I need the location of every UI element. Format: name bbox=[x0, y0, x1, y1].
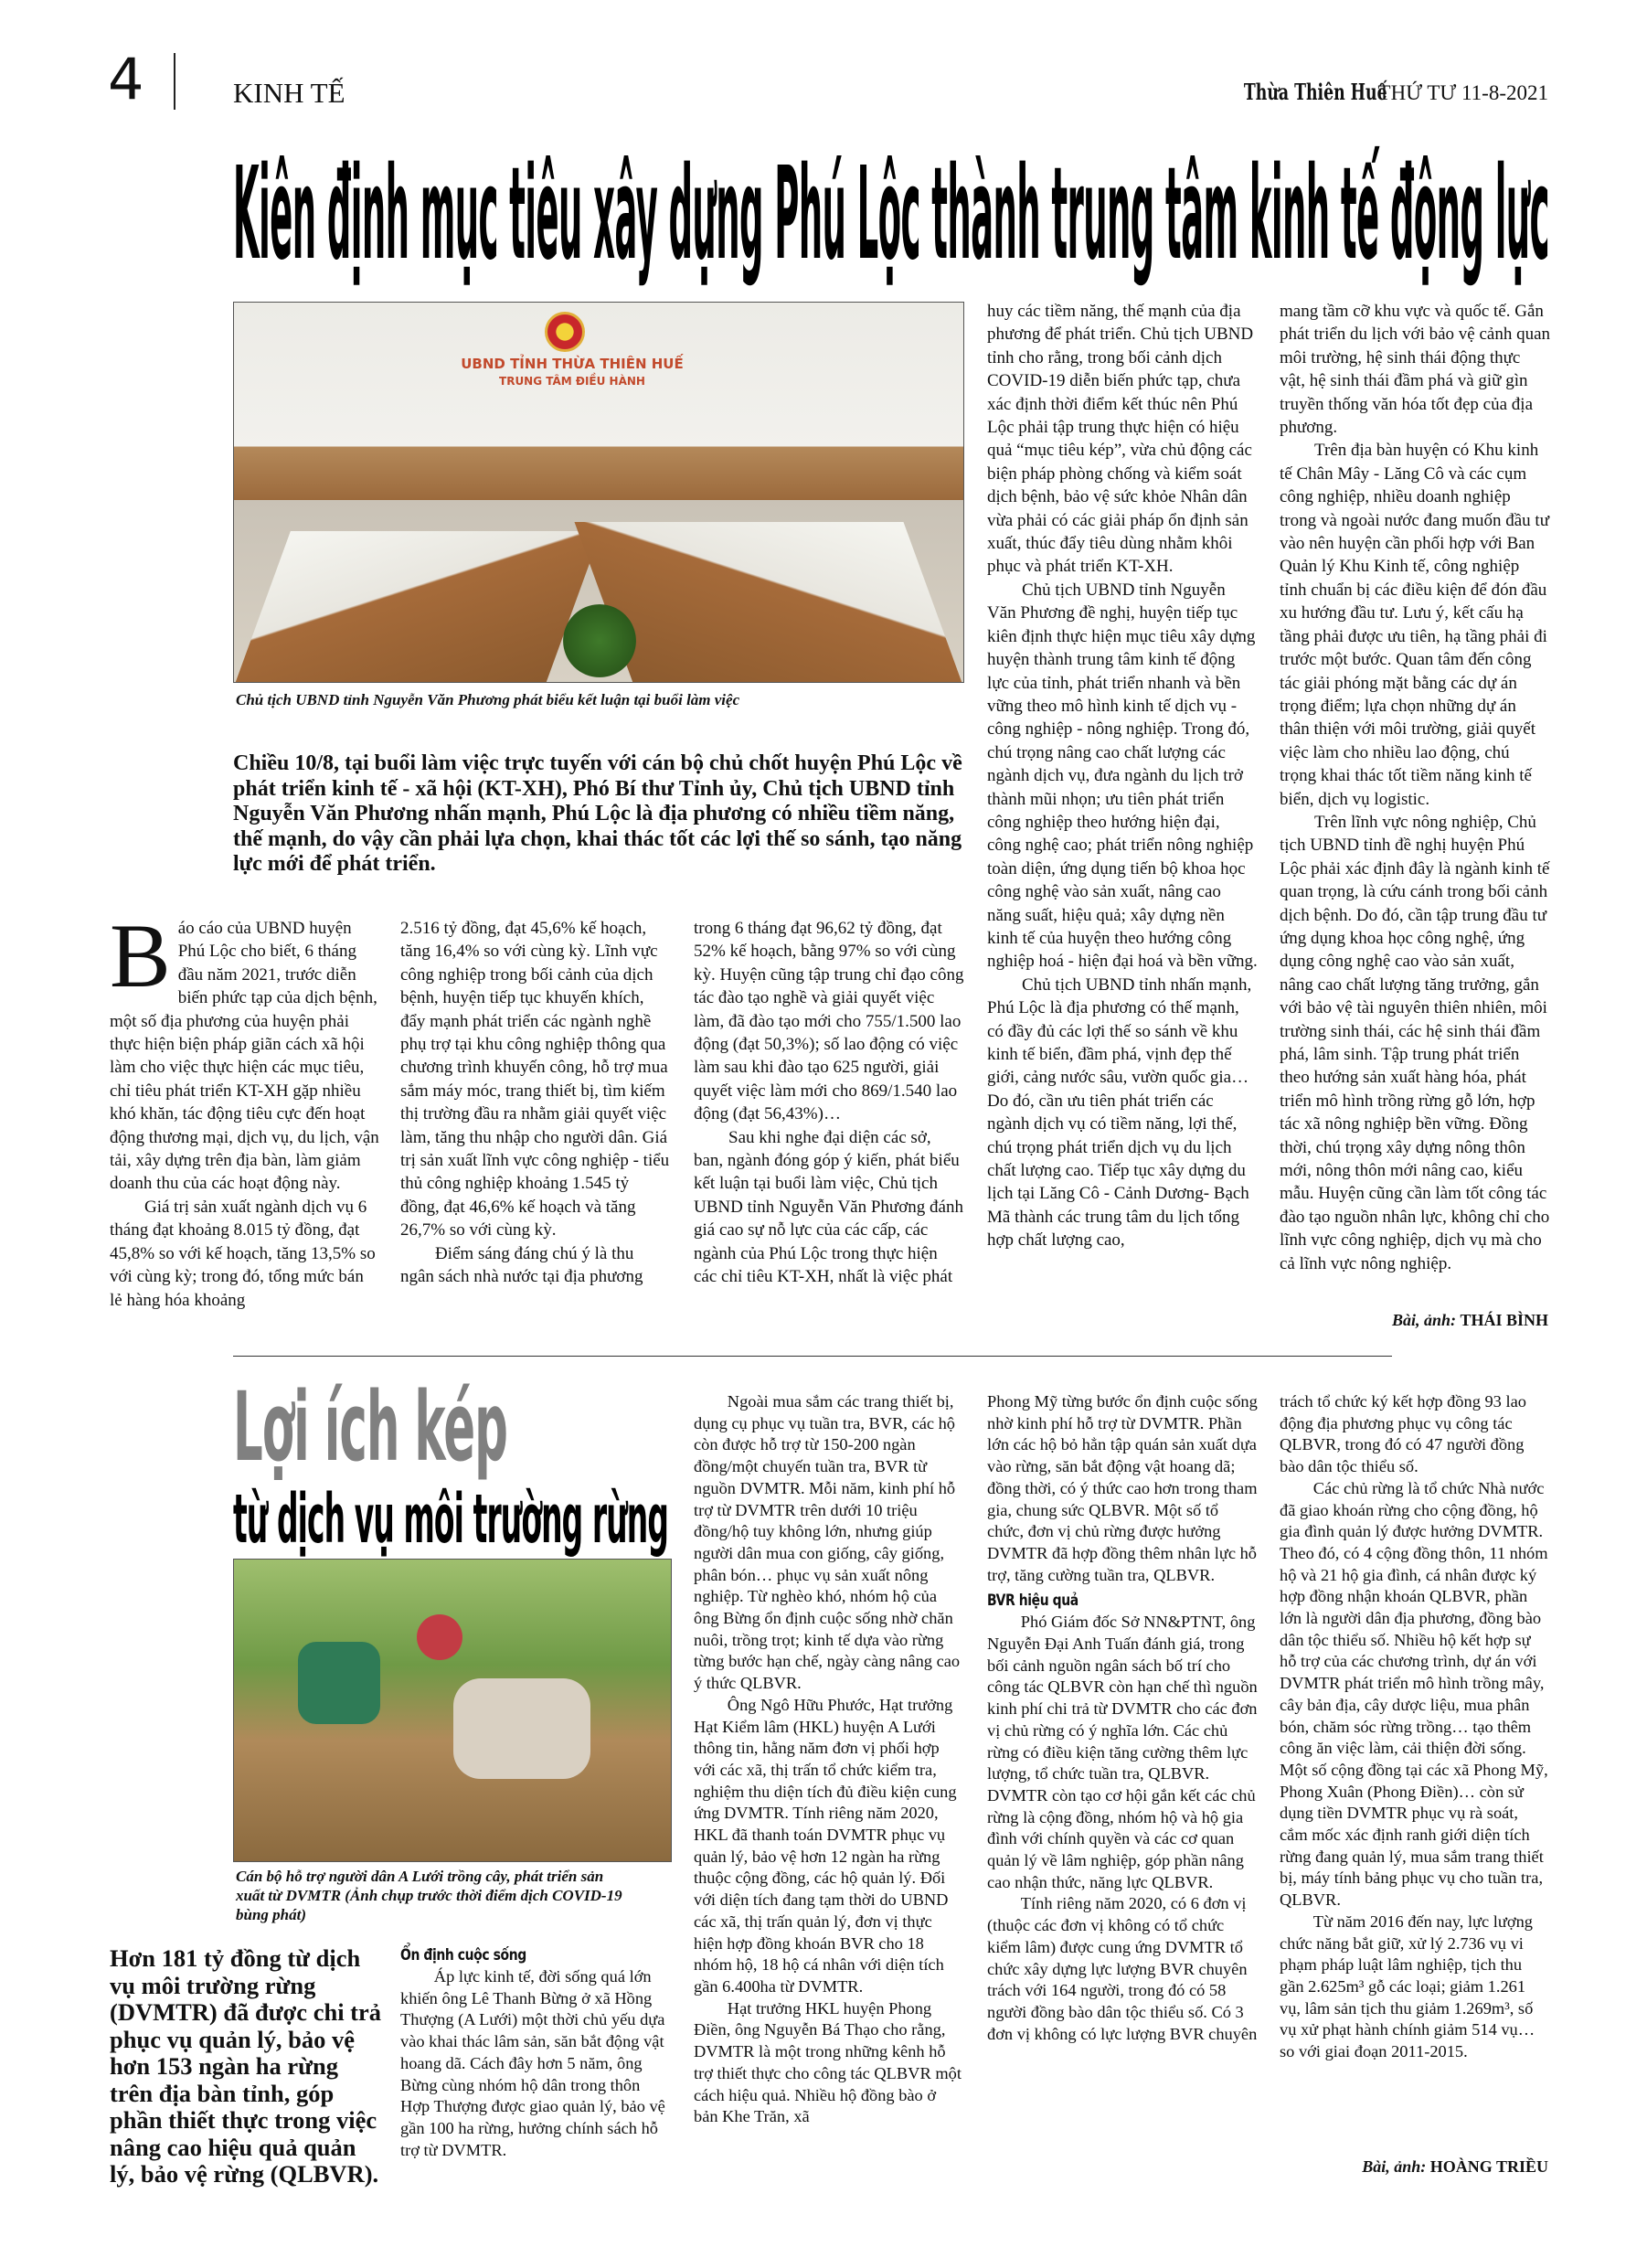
article-1-column-3 bbox=[694, 917, 964, 1289]
paragraph: Chủ tịch UBND tỉnh Nguyễn Văn Phương đề nghị, huyện tiếp tục kiên định thực hiện mục tiêu xây dựng huyện thành trung tâm kinh tế động lực của tỉnh, phát triển nhanh và bền vững theo mô hình kinh tế dịch vụ - công nghiệp - nông nghiệp. Trong đó, chú trọng nâng cao chất lượng các ngành dịch vụ, đưa ngành du lịch trở thành mũi nhọn; ưu tiên phát triển công nghiệp theo hướng hiện đại, công nghệ cao; phát triển nông nghiệp toàn diện, ứng dụng tiến bộ khoa học công nghệ vào sản xuất, nâng cao năng suất, hiệu quả; xây dựng nền kinh tế của huyện theo hướng công nghiệp hoá - hiện đại hoá và bền vững. bbox=[987, 580, 1258, 972]
article-2-photo bbox=[233, 1559, 672, 1862]
paragraph: Các chủ rừng là tổ chức Nhà nước đã giao khoán rừng cho cộng đồng, hộ gia đình quản lý được hưởng DVMTR. Theo đó, có 4 cộng đồng thôn, 11 nhóm hộ và 21 hộ gia đình, cá nhân được ký hợp đồng nhận khoán QLBVR, phần lớn là người dân địa phương, đồng bào dân tộc thiểu số. Nhiều hộ kết hợp sự hỗ trợ của các chương trình, dự án với DVMTR phát triển mô hình trồng mây, cây bản địa, cây dược liệu, mua phân bón, chăm sóc rừng trồng… tạo thêm công ăn việc làm, cải thiện đời sống. Một số cộng đồng tại các xã Phong Mỹ, Phong Xuân (Phong Điền)… còn sử dụng tiền DVMTR phục vụ rà soát, cắm mốc xác định ranh giới diện tích rừng đang quản lý, mua sắm trang thiết bị, máy tính bảng phục vụ cho tuần tra, QLBVR. bbox=[1280, 1478, 1548, 1910]
photo-sign bbox=[435, 356, 709, 390]
byline-label: Bài, ảnh: bbox=[1362, 2157, 1427, 2176]
article-2-column-a bbox=[400, 1944, 671, 2161]
headline-text: Lợi ích kép bbox=[233, 1371, 507, 1483]
paragraph: trong 6 tháng đạt 96,62 tỷ đồng, đạt 52% kế hoạch, bằng 97% so với cùng kỳ. Huyện cũng tập trung chỉ đạo công tác đào tạo nghề và giải quyết việc làm, đã đào tạo mới cho 755/1.500 lao động (đạt 50,3%); số lao động có việc làm sau khi đào tạo 625 người, giải quyết việc làm mới cho 869/1.540 lao động (đạt 56,43%)… bbox=[694, 919, 964, 1124]
person-1 bbox=[298, 1642, 380, 1724]
paper-name: Thừa Thiên Huế bbox=[1243, 79, 1387, 105]
paragraph: Áp lực kinh tế, đời sống quá lớn khiến ông Lê Thanh Bừng ở xã Hồng Thượng (A Lưới) một thời chủ yếu dựa vào khai thác lâm sản, săn bắt động vật hoang dã. Cách đây hơn 5 năm, ông Bừng cùng nhóm hộ dân trong thôn Hợp Thượng được giao quản lý, bảo vệ gần 100 ha rừng, hưởng chính sách hỗ trợ từ DVMTR. bbox=[400, 1967, 665, 2159]
page-number: 4 bbox=[108, 46, 144, 112]
paragraph: Ông Ngô Hữu Phước, Hạt trưởng Hạt Kiểm lâm (HKL) huyện A Lưới thông tin, hằng năm đơn vị phối hợp với các xã, thị trấn tổ chức kiểm tra, nghiệm thu diện tích đủ điều kiện cung ứng DVMTR. Tính riêng năm 2020, HKL đã thanh toán DVMTR phục vụ quản lý, bảo vệ hơn 12 ngàn ha rừng thuộc cộng đồng, các hộ quản lý. Đối với diện tích đang tạm thời do UBND các xã, thị trấn quản lý, đơn vị thực hiện hợp đồng khoán BVR cho 18 nhóm hộ, 18 hộ cá nhân với diện tích gần 6.400ha từ DVMTR. bbox=[694, 1695, 957, 1996]
paragraph: Sau khi nghe đại diện các sở, ban, ngành đóng góp ý kiến, phát biểu kết luận tại buổi làm việc, Chủ tịch UBND tỉnh Nguyễn Văn Phương đánh giá cao sự nỗ lực của các cấp, các ngành của Phú Lộc trong thực hiện các chỉ tiêu KT-XH, nhất là việc phát bbox=[694, 1127, 963, 1287]
byline-author: HOÀNG TRIỀU bbox=[1429, 2157, 1548, 2176]
article-2-column-b bbox=[694, 1391, 964, 2128]
meeting-table-right bbox=[574, 522, 963, 683]
paragraph: 2.516 tỷ đồng, đạt 45,6% kế hoạch, tăng 16,4% so với cùng kỳ. Lĩnh vực công nghiệp trong bối cảnh của dịch bệnh, huyện tiếp tục khuyến khích, đẩy mạnh phát triển các ngành nghề phụ trợ tại khu công nghiệp thông qua chương trình khuyến công, hỗ trợ mua sắm máy móc, trang thiết bị, tìm kiếm thị trường đầu ra nhằm giải quyết việc làm, tăng thu nhập cho người dân. Giá trị sản xuất lĩnh vực công nghiệp - tiểu thủ công nghiệp khoảng 1.545 tỷ đồng, đạt 46,6% kế hoạch và tăng 26,7% so với cùng kỳ. bbox=[400, 919, 670, 1240]
paragraph: trách tổ chức ký kết hợp đồng 93 lao động địa phương phục vụ công tác QLBVR, trong đó có 47 người đồng bào dân tộc thiểu số. bbox=[1280, 1392, 1526, 1476]
byline-author: THÁI BÌNH bbox=[1460, 1311, 1548, 1329]
subhead: BVR hiệu quả bbox=[987, 1592, 1079, 1611]
article-1-column-1 bbox=[110, 905, 380, 1312]
paragraph: mang tầm cỡ khu vực và quốc tế. Gắn phát triển du lịch với bảo vệ cảnh quan môi trường, hệ sinh thái động thực vật, hệ sinh thái đầm phá và giữ gìn truyền thống văn hóa tốt đẹp của địa phương. bbox=[1280, 302, 1551, 438]
photo-sign-line: UBND TỈNH THỪA THIÊN HUẾ bbox=[461, 356, 684, 372]
paragraph: Hạt trưởng HKL huyện Phong Điền, ông Nguyễn Bá Thạo cho rằng, DVMTR là một trong những kênh hỗ trợ thiết thực cho công tác QLBVR một cách hiệu quả. Nhiều hộ đồng bào ở bản Khe Trăn, xã bbox=[694, 1998, 962, 2126]
person-3 bbox=[417, 1614, 462, 1660]
article-2-column-c bbox=[987, 1391, 1258, 2045]
meeting-table-left bbox=[234, 531, 601, 683]
paragraph: Trên lĩnh vực nông nghiệp, Chủ tịch UBND tỉnh đề nghị huyện Phú Lộc phải xác định đây là ngành kinh tế quan trọng, là cứu cánh trong bối cảnh dịch bệnh. Do đó, cần tập trung đầu tư ứng dụng khoa học công nghệ, ứng dụng công nghệ cao vào sản xuất, nâng cao chất lượng tăng trưởng, gắn với bảo vệ tài nguyên thiên nhiên, môi trường sinh thái, các hệ sinh thái đầm phá, lâm sinh. Tập trung phát triển theo hướng sản xuất hàng hóa, phát triển mô hình trồng rừng gỗ lớn, hợp tác xã nông nghiệp bền vững. Đồng thời, chú trọng xây dựng nông thôn mới, nông thôn mới nâng cao, kiểu mẫu. Huyện cũng cần làm tốt công tác đào tạo nguồn nhân lực, không chỉ cho lĩnh vực công nghiệp, dịch vụ mà cho cả lĩnh vực nông nghiệp. bbox=[1280, 812, 1550, 1273]
article-1-headline bbox=[233, 140, 1647, 289]
paragraph: Từ năm 2016 đến nay, lực lượng chức năng bắt giữ, xử lý 2.736 vụ vi phạm pháp luật lâm nghiệp, tịch thu gần 2.625m³ gỗ các loại; giảm 1.261 vụ, lâm sản tịch thu giảm 1.269m³, số vụ xử phạt hành chính giảm 514 vụ… so với giai đoạn 2011-2015. bbox=[1280, 1911, 1535, 2061]
emblem-icon bbox=[545, 312, 585, 352]
paragraph: Tính riêng năm 2020, có 6 đơn vị (thuộc các đơn vị không có tổ chức kiểm lâm) được cung ứng DVMTR tổ chức xây dựng lực lượng BVR chuyên trách với 164 người, trong đó có 58 người đồng bào dân tộc thiểu số. Có 3 đơn vị không có lực lượng BVR chuyên bbox=[987, 1894, 1258, 2043]
paragraph: Trên địa bàn huyện có Khu kinh tế Chân Mây - Lăng Cô và các cụm công nghiệp, nhiều doanh nghiệp trong và ngoài nước đang muốn đầu tư vào nên huyện cần phối hợp với Ban Quản lý Khu Kinh tế, công nghiệp tỉnh chuẩn bị các điều kiện để đón đầu xu hướng đầu tư. Lưu ý, kết cấu hạ tầng phải được ưu tiên, hạ tầng phải đi trước một bước. Quan tâm đến công tác giải phóng mặt bằng các dự án trọng điểm; lựa chọn những dự án thân thiện với môi trường, giải quyết việc làm cho nhiều lao động, chú trọng khai thác tốt tiềm năng kinh tế biển, dịch vụ logistic. bbox=[1280, 441, 1550, 809]
masthead bbox=[1188, 79, 1548, 105]
paragraph: Chủ tịch UBND tỉnh nhấn mạnh, Phú Lộc là địa phương có thế mạnh, có đầy đủ các lợi thế so sánh về khu kinh tế biển, đầm phá, vịnh đẹp thế giới, cảng nước sâu, vườn quốc gia… Do đó, cần ưu tiên phát triển các ngành dịch vụ có tiềm năng, lợi thế, chú trọng phát triển dịch vụ du lịch chất lượng cao. Tiếp tục xây dựng du lịch tại Lăng Cô - Cảnh Dương- Bạch Mã thành các trung tâm du lịch tổng hợp chất lượng cao, bbox=[987, 974, 1252, 1251]
article-1-column-4 bbox=[987, 300, 1258, 1252]
article-2-lead: Hơn 181 tỷ đồng từ dịch vụ môi trường rừng (DVMTR) đã được chi trả phục vụ quản lý, bảo vệ hơn 153 ngàn ha rừng trên địa bàn tỉnh, góp phần thiết thực trong việc nâng cao hiệu quả quản lý, bảo vệ rừng (QLBVR). bbox=[110, 1944, 382, 2188]
paragraph: huy các tiềm năng, thế mạnh của địa phương để phát triển. Chủ tịch UBND tỉnh cho rằng, trong bối cảnh dịch COVID-19 diễn biến phức tạp, chưa xác định thời điểm kết thúc nên Phú Lộc phải tập trung thực hiện có hiệu quả “mục tiêu kép”, vừa chủ động các biện pháp phòng chống và kiểm soát dịch bệnh, bảo vệ sức khỏe Nhân dân vừa phải có các giải pháp ổn định sản xuất, thúc đẩy tiêu dùng nhằm khôi phục và phát triển KT-XH. bbox=[987, 302, 1254, 577]
article-2-column-d bbox=[1280, 1391, 1550, 2063]
issue-date: THỨ TƯ 11-8-2021 bbox=[1377, 81, 1548, 104]
article-1-lead: Chiều 10/8, tại buổi làm việc trực tuyến với cán bộ chủ chốt huyện Phú Lộc về phát triển kinh tế - xã hội (KT-XH), Phó Bí thư Tỉnh ủy, Chủ tịch UBND tỉnh Nguyễn Văn Phương nhấn mạnh, Phú Lộc là địa phương có nhiều tiềm năng, thế mạnh, do vậy cần phải lựa chọn, khai thác tốt các lợi thế so sánh, tạo năng lực mới để phát triển. bbox=[233, 751, 962, 876]
article-2-caption: Cán bộ hỗ trợ người dân A Lưới trồng cây, phát triển sản xuất từ DVMTR (Ảnh chụp trước thời điểm dịch COVID-19 bùng phát) bbox=[236, 1868, 622, 1923]
headline-text: Kiên định mục tiêu xây dựng Phú Lộc thành trung tâm kinh tế động lực bbox=[233, 140, 1550, 289]
header-divider bbox=[174, 53, 175, 110]
subhead: Ổn định cuộc sống bbox=[400, 1946, 526, 1965]
photo-sign-line: TRUNG TÂM ĐIỀU HÀNH bbox=[499, 375, 645, 388]
article-1-photo bbox=[233, 302, 964, 683]
article-1-caption: Chủ tịch UBND tỉnh Nguyễn Văn Phương phát biểu kết luận tại buổi làm việc bbox=[236, 691, 740, 708]
paragraph: Phong Mỹ từng bước ổn định cuộc sống nhờ kinh phí hỗ trợ từ DVMTR. Phần lớn các hộ bỏ hẳn tập quán sản xuất dựa vào rừng, săn bắt động vật hoang dã; đồng thời, có ý thức cao hơn trong tham gia, chung sức QLBVR. Một số tổ chức, đơn vị chủ rừng được hưởng DVMTR đã hợp đồng thêm nhân lực hỗ trợ, tăng cường tuần tra, QLBVR. bbox=[987, 1392, 1258, 1584]
article-2-byline bbox=[1278, 2157, 1548, 2177]
plant-icon bbox=[563, 604, 636, 677]
article-1-column-2 bbox=[400, 917, 671, 1289]
article-1-column-5 bbox=[1280, 300, 1550, 1275]
paragraph: Giá trị sản xuất ngành dịch vụ 6 tháng đạt khoảng 8.015 tỷ đồng, đạt 45,8% so với kế hoạch, tăng 13,5% so với cùng kỳ; trong đó, tổng mức bán lẻ hàng hóa khoảng bbox=[110, 1197, 376, 1310]
article-1-byline bbox=[1278, 1311, 1548, 1330]
paragraph: Điểm sáng đáng chú ý là thu ngân sách nhà nước tại địa phương bbox=[400, 1243, 643, 1287]
paragraph: Ngoài mua sắm các trang thiết bị, dụng cụ phục vụ tuần tra, BVR, các hộ còn được hỗ trợ từ 150-200 ngàn đồng/một chuyến tuần tra, BVR từ nguồn DVMTR. Mỗi năm, kinh phí hỗ trợ từ DVMTR trên dưới 10 triệu đồng/hộ tuy không lớn, nhưng giúp người dân mua con giống, cây giống, phân bón… phục vụ sản xuất nông nghiệp. Từ nghèo khó, nhóm hộ của ông Bừng ổn định cuộc sống nhờ chăn nuôi, trồng trọt; kinh tế dựa vào rừng từng bước hạn chế, ngày càng nâng cao ý thức QLBVR. bbox=[694, 1392, 961, 1693]
article-divider bbox=[233, 1356, 1392, 1357]
paragraph: Phó Giám đốc Sở NN&PTNT, ông Nguyễn Đại Anh Tuấn đánh giá, trong bối cảnh nguồn ngân sách bố trí cho công tác QLBVR còn hạn chế thì nguồn kinh phí chi trả từ DVMTR cho các đơn vị chủ rừng có ý nghĩa lớn. Các chủ rừng có điều kiện tăng cường thêm lực lượng, tổ chức tuần tra, QLBVR. DVMTR còn tạo cơ hội gắn kết các chủ rừng là cộng đồng, nhóm hộ và hộ gia đình với chính quyền và các cơ quan quản lý về lâm nghiệp, góp phần nâng cao nhận thức, năng lực QLBVR. bbox=[987, 1613, 1258, 1891]
person-2 bbox=[453, 1678, 590, 1779]
drop-cap: B bbox=[110, 905, 171, 1006]
paragraph: áo cáo của UBND huyện Phú Lộc cho biết, 6 tháng đầu năm 2021, trước diễn biến phức tạp của dịch bệnh, một số địa phương của huyện phải thực hiện biện pháp giãn cách xã hội làm cho việc thực hiện các mục tiêu, chỉ tiêu phát triển KT-XH gặp nhiều khó khăn, tác động tiêu cực đến hoạt động thương mại, dịch vụ, du lịch, vận tải, xây dựng trên địa bàn, làm giảm doanh thu của các hoạt động này. bbox=[110, 919, 379, 1194]
byline-label: Bài, ảnh: bbox=[1391, 1311, 1456, 1329]
section-label: KINH TẾ bbox=[233, 77, 345, 109]
headline-text: từ dịch vụ môi trường rừng bbox=[233, 1480, 668, 1559]
